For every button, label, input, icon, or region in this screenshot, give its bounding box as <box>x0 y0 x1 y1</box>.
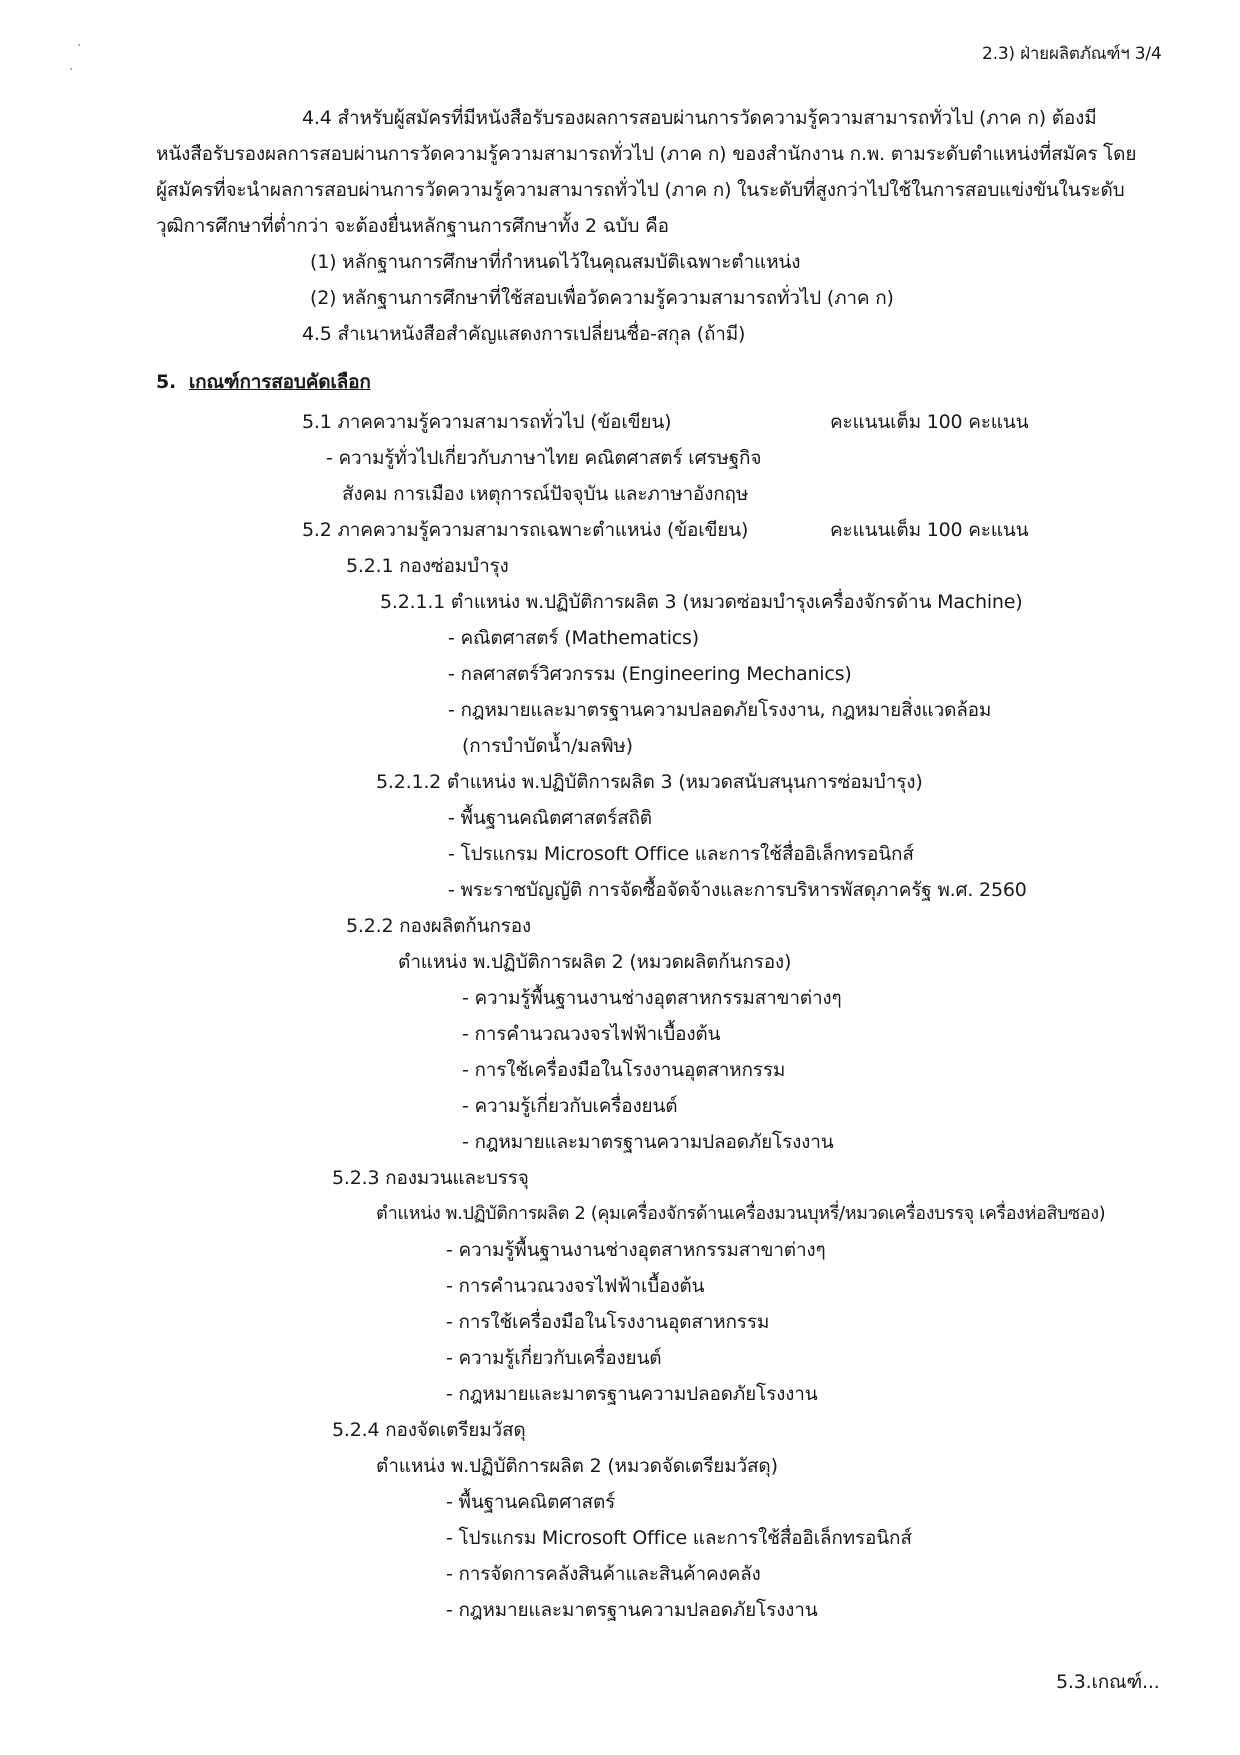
list-item: - พื้นฐานคณิตศาสตร์สถิติ <box>448 807 652 829</box>
page-continuation: 5.3.เกณฑ์... <box>1056 1671 1160 1693</box>
list-item: - ความรู้เกี่ยวกับเครื่องยนต์ <box>446 1347 662 1369</box>
page-header: 2.3) ฝ่ายผลิตภัณฑ์ฯ 3/4 <box>982 44 1162 64</box>
s5-2-2-position: ตำแหน่ง พ.ปฏิบัติการผลิต 2 (หมวดผลิตก้นกรอง) <box>398 951 792 973</box>
list-item: - การคำนวณวงจรไฟฟ้าเบื้องต้น <box>462 1023 721 1045</box>
s5-2-4-label: 5.2.4 กองจัดเตรียมวัสดุ <box>332 1419 526 1441</box>
list-item: - การใช้เครื่องมือในโรงงานอุตสาหกรรม <box>462 1059 786 1081</box>
list-item: - ความรู้พื้นฐานงานช่างอุตสาหกรรมสาขาต่างๆ <box>446 1239 826 1261</box>
s5-1-detail-2: สังคม การเมือง เหตุการณ์ปัจจุบัน และภาษาอังกฤษ <box>342 483 749 505</box>
list-item: - กลศาสตร์วิศวกรรม (Engineering Mechanics) <box>448 663 852 685</box>
list-item: - โปรแกรม Microsoft Office และการใช้สื่ออิเล็กทรอนิกส์ <box>446 1527 912 1549</box>
para-4-5: 4.5 สำเนาหนังสือสำคัญแสดงการเปลี่ยนชื่อ-สกุล (ถ้ามี) <box>302 323 746 345</box>
scan-speck <box>70 68 72 70</box>
s5-1-label: 5.1 ภาคความรู้ความสามารถทั่วไป (ข้อเขียน) <box>302 411 672 433</box>
list-item: - พระราชบัญญัติ การจัดซื้อจัดจ้างและการบริหารพัสดุภาครัฐ พ.ศ. 2560 <box>448 879 1027 901</box>
list-item: - การใช้เครื่องมือในโรงงานอุตสาหกรรม <box>446 1311 770 1333</box>
section-5-heading <box>156 370 371 394</box>
s5-2-2-label: 5.2.2 กองผลิตก้นกรอง <box>346 915 531 937</box>
list-item: - กฎหมายและมาตรฐานความปลอดภัยโรงงาน, กฎหมายสิ่งแวดล้อม <box>448 699 992 721</box>
list-item: - ความรู้พื้นฐานงานช่างอุตสาหกรรมสาขาต่างๆ <box>462 987 842 1009</box>
list-item: (การบำบัดน้ำ/มลพิษ) <box>462 735 633 757</box>
section-5-title: เกณฑ์การสอบคัดเลือก <box>188 371 371 393</box>
para-4-4-line-3: ผู้สมัครที่จะนำผลการสอบผ่านการวัดความรู้ความสามารถทั่วไป (ภาค ก) ในระดับที่สูงกว่าไปใช้ในการสอบแข่งขันในระดับ <box>156 179 1125 201</box>
para-4-4-item-1: (1) หลักฐานการศึกษาที่กำหนดไว้ในคุณสมบัติเฉพาะตำแหน่ง <box>310 251 801 273</box>
s5-2-4-position: ตำแหน่ง พ.ปฏิบัติการผลิต 2 (หมวดจัดเตรียมวัสดุ) <box>376 1455 778 1477</box>
list-item: - พื้นฐานคณิตศาสตร์ <box>446 1491 616 1513</box>
s5-2-1-1-title: 5.2.1.1 ตำแหน่ง พ.ปฏิบัติการผลิต 3 (หมวดซ่อมบำรุงเครื่องจักรด้าน Machine) <box>380 591 1023 613</box>
s5-1-detail-1: - ความรู้ทั่วไปเกี่ยวกับภาษาไทย คณิตศาสตร์ เศรษฐกิจ <box>326 447 762 469</box>
list-item: - ความรู้เกี่ยวกับเครื่องยนต์ <box>462 1095 678 1117</box>
s5-2-label: 5.2 ภาคความรู้ความสามารถเฉพาะตำแหน่ง (ข้อเขียน) <box>302 519 749 541</box>
s5-1-score: คะแนนเต็ม 100 คะแนน <box>830 411 1029 433</box>
para-4-4-line-4: วุฒิการศึกษาที่ต่ำกว่า จะต้องยื่นหลักฐานการศึกษาทั้ง 2 ฉบับ คือ <box>156 215 669 237</box>
para-4-4-item-2: (2) หลักฐานการศึกษาที่ใช้สอบเพื่อวัดความรู้ความสามารถทั่วไป (ภาค ก) <box>310 287 894 309</box>
list-item: - การคำนวณวงจรไฟฟ้าเบื้องต้น <box>446 1275 705 1297</box>
scan-speck <box>78 44 80 46</box>
list-item: - การจัดการคลังสินค้าและสินค้าคงคลัง <box>446 1563 761 1585</box>
list-item: - กฎหมายและมาตรฐานความปลอดภัยโรงงาน <box>446 1383 818 1405</box>
s5-2-score: คะแนนเต็ม 100 คะแนน <box>830 519 1029 541</box>
list-item: - กฎหมายและมาตรฐานความปลอดภัยโรงงาน <box>446 1599 818 1621</box>
list-item: - โปรแกรม Microsoft Office และการใช้สื่ออิเล็กทรอนิกส์ <box>448 843 914 865</box>
s5-2-3-label: 5.2.3 กองมวนและบรรจุ <box>332 1167 529 1189</box>
s5-2-3-position: ตำแหน่ง พ.ปฏิบัติการผลิต 2 (คุมเครื่องจักรด้านเครื่องมวนบุหรี่/หมวดเครื่องบรรจุ เครื่องห่อสิบซอง) <box>376 1203 1106 1224</box>
list-item: - กฎหมายและมาตรฐานความปลอดภัยโรงงาน <box>462 1131 834 1153</box>
section-5-number: 5. <box>156 371 177 393</box>
s5-2-1-2-title: 5.2.1.2 ตำแหน่ง พ.ปฏิบัติการผลิต 3 (หมวดสนับสนุนการซ่อมบำรุง) <box>376 771 923 793</box>
para-4-4-line-2: หนังสือรับรองผลการสอบผ่านการวัดความรู้ความสามารถทั่วไป (ภาค ก) ของสำนักงาน ก.พ. ตามระดับตำแหน่งที่สมัคร โดย <box>156 143 1137 165</box>
para-4-4-line-1: 4.4 สำหรับผู้สมัครที่มีหนังสือรับรองผลการสอบผ่านการวัดความรู้ความสามารถทั่วไป (ภาค ก) ต้องมี <box>302 107 1097 129</box>
s5-2-1-label: 5.2.1 กองซ่อมบำรุง <box>346 555 509 577</box>
list-item: - คณิตศาสตร์ (Mathematics) <box>448 627 699 649</box>
